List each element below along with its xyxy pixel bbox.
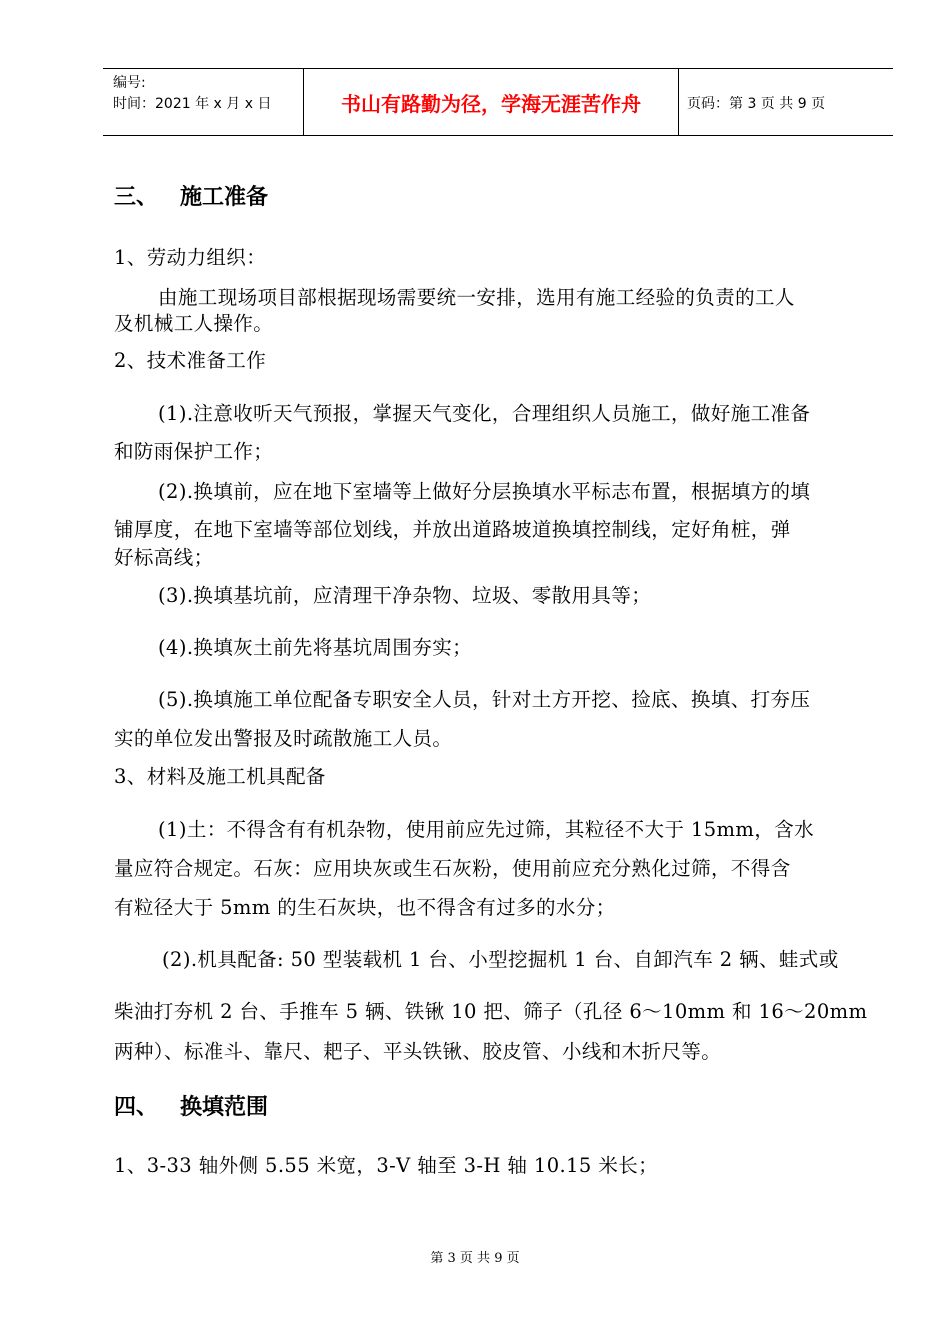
list-item-line: (2).换填前，应在地下室墙等上做好分层换填水平标志布置，根据填方的填: [158, 480, 811, 503]
section-title: 施工准备: [180, 185, 269, 210]
section-title: 换填范围: [180, 1095, 269, 1120]
list-item-line: 好标高线；: [114, 546, 214, 569]
header-motto: 书山有路勤为径，学海无涯苦作舟: [341, 91, 641, 116]
header-left: [113, 73, 271, 115]
section-heading-4: [114, 1090, 268, 1121]
list-item-line: 量应符合规定。石灰：应用块灰或生石灰粉，使用前应充分熟化过筛，不得含: [114, 857, 791, 880]
subheading-labor: 1、劳动力组织：: [114, 246, 267, 269]
list-item-line: 两种）、标准斗、靠尺、耙子、平头铁锹、胶皮管、小线和木折尺等。: [114, 1040, 722, 1063]
list-item-line: (2).机具配备: 50 型装载机 1 台、小型挖掘机 1 台、自卸汽车 2 辆、蛙式或: [162, 948, 839, 971]
page-footer: 第 3 页 共 9 页: [430, 1251, 520, 1266]
paragraph-line: 由施工现场项目部根据现场需要统一安排，选用有施工经验的负责的工人: [158, 286, 795, 309]
code-label: 编号:: [113, 75, 146, 91]
subheading-tech: 2、技术准备工作: [114, 349, 267, 372]
paragraph-line: 1、3-33 轴外侧 5.55 米宽，3-V 轴至 3-H 轴 10.15 米长；: [114, 1154, 659, 1177]
section-number: 四、: [114, 1095, 159, 1120]
date-label: 时间：2021 年 x 月 x 日: [113, 96, 272, 112]
list-item-line: (4).换填灰土前先将基坑周围夯实；: [158, 636, 473, 659]
list-item-line: 柴油打夯机 2 台、手推车 5 辆、铁锹 10 把、筛子（孔径 6～10mm 和 16～20mm: [114, 1000, 868, 1023]
list-item-line: 铺厚度，在地下室墙等部位划线，并放出道路坡道换填控制线，定好角桩，弹: [114, 518, 791, 541]
list-item-line: 有粒径大于 5mm 的生石灰块，也不得含有过多的水分；: [114, 896, 616, 919]
list-item-line: 和防雨保护工作；: [114, 440, 274, 463]
header-page-label: 页码：第 3 页 共 9 页: [687, 96, 826, 112]
header-divider: [678, 69, 679, 135]
subheading-materials: 3、材料及施工机具配备: [114, 765, 326, 788]
list-item-line: (1).注意收听天气预报，掌握天气变化，合理组织人员施工，做好施工准备: [158, 402, 811, 425]
section-heading-3: [114, 180, 268, 211]
list-item-line: (5).换填施工单位配备专职安全人员，针对土方开挖、捡底、换填、打夯压: [158, 688, 811, 711]
list-item-line: (3).换填基坑前，应清理干净杂物、垃圾、零散用具等；: [158, 584, 652, 607]
list-item-line: 实的单位发出警报及时疏散施工人员。: [114, 727, 453, 750]
paragraph-line: 及机械工人操作。: [114, 312, 274, 335]
list-item-line: (1)土：不得含有有机杂物，使用前应先过筛，其粒径不大于 15mm，含水: [158, 818, 815, 841]
page-header: [103, 68, 893, 136]
section-number: 三、: [114, 185, 159, 210]
